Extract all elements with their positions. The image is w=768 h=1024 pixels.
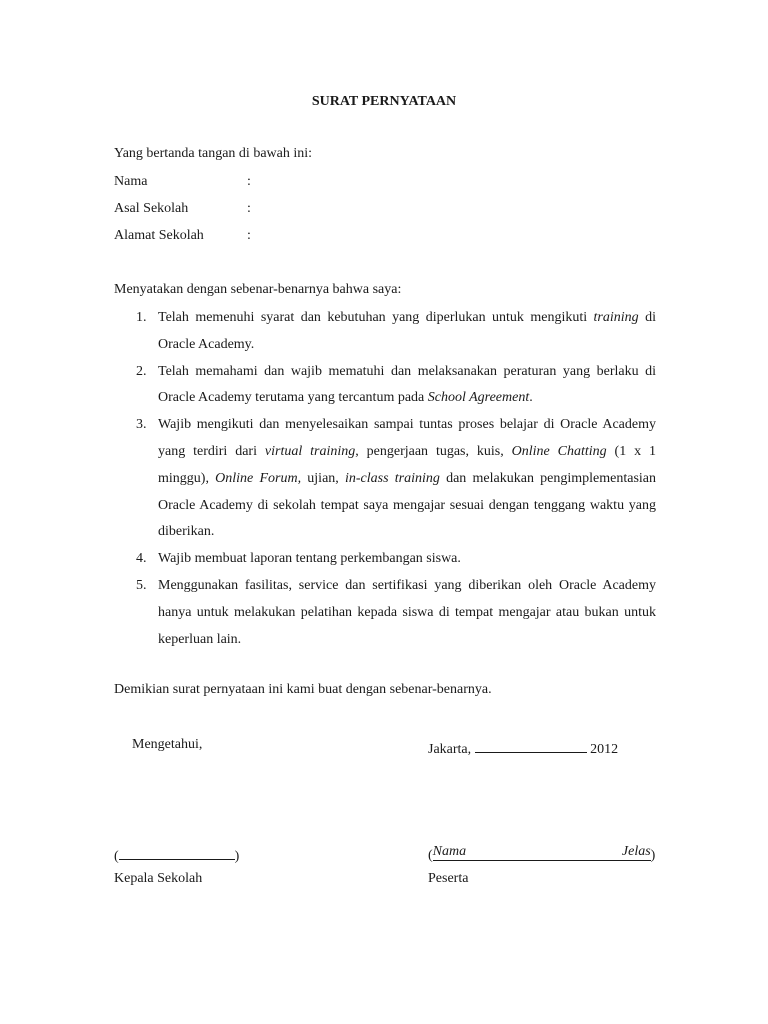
- right-role: Peserta: [428, 871, 469, 886]
- right-signature-line: [428, 844, 655, 864]
- statement-item-italic-text: training: [593, 310, 639, 325]
- field-colon-nama: :: [247, 174, 251, 189]
- statement-item: [116, 359, 656, 413]
- statement-item-text: di Oracle Academy.: [158, 310, 656, 352]
- date-blank: [475, 737, 587, 753]
- statement-item-italic-text: Online Chatting: [511, 443, 607, 459]
- statement-item: [116, 546, 656, 573]
- statement-item-italic-text: virtual training: [264, 443, 356, 459]
- mengetahui-heading: Mengetahui,: [132, 737, 203, 752]
- statement-list: [116, 305, 656, 653]
- year-text: 2012: [590, 742, 619, 757]
- statement-intro: Menyatakan dengan sebenar-benarnya bahwa saya:: [114, 282, 402, 297]
- statement-item-text: Wajib mengikuti dan menyelesaikan sampai tuntas proses belajar di Oracle Academy yang terdiri dari: [158, 417, 656, 459]
- statement-item-text: , pengerjaan tugas, kuis,: [355, 443, 512, 459]
- name-right-label: Jelas: [621, 844, 651, 859]
- field-label-nama: Nama: [114, 174, 148, 189]
- right-open-paren: (: [428, 848, 433, 863]
- left-role: Kepala Sekolah: [114, 871, 203, 886]
- statement-item-text: (1 x 1 minggu),: [158, 443, 657, 486]
- left-open-paren: (: [114, 849, 119, 864]
- name-left-label: Nama: [432, 844, 467, 859]
- left-signature-blank: [119, 844, 235, 860]
- statement-item-text: Telah memahami dan wajib mematuhi dan melaksanakan peraturan yang berlaku di Oracle Academy terutama yang tercantum pada: [158, 363, 656, 406]
- left-close-paren: ): [234, 849, 240, 864]
- statement-item-italic-text: Online Forum,: [215, 470, 302, 486]
- statement-item: [116, 573, 656, 653]
- statement-item-text: dan melakukan pengimplementasian Oracle Academy di sekolah tempat saya mengajar sesuai dengan tenggang waktu yang diberikan.: [158, 470, 657, 540]
- statement-item-number: 4.: [136, 551, 147, 567]
- left-signature-line: [114, 844, 239, 865]
- field-colon-asal-sekolah: :: [247, 201, 251, 216]
- statement-item-text: Telah memenuhi syarat dan kebutuhan yang diperlukan untuk mengikuti: [158, 310, 594, 325]
- place-text: Jakarta,: [428, 742, 472, 757]
- field-colon-alamat-sekolah: :: [247, 228, 251, 243]
- statement-item: [116, 305, 656, 359]
- right-close-paren: ): [650, 848, 656, 863]
- statement-item-text: .: [529, 390, 533, 406]
- field-label-asal-sekolah: Asal Sekolah: [114, 201, 189, 216]
- statement-item-number: 3.: [136, 417, 147, 433]
- date-line: [428, 737, 618, 758]
- intro-text: Yang bertanda tangan di bawah ini:: [114, 146, 313, 161]
- statement-item-number: 5.: [136, 577, 147, 593]
- statement-item-italic-text: in-class training: [345, 470, 440, 486]
- closing-text: Demikian surat pernyataan ini kami buat dengan sebenar-benarnya.: [114, 682, 492, 697]
- document-title: SURAT PERNYATAAN: [311, 94, 457, 109]
- statement-item-text: Menggunakan fasilitas, service dan sertifikasi yang diberikan oleh Oracle Academy hanya untuk melakukan pelatihan kepada siswa di tempat mengajar atau bukan untuk keperluan lain.: [158, 577, 656, 647]
- statement-item-text: Wajib membuat laporan tentang perkembangan siswa.: [158, 551, 461, 567]
- statement-item-number: 2.: [136, 363, 147, 379]
- statement-item-italic-text: School Agreement: [427, 390, 530, 406]
- name-blank: [433, 844, 651, 861]
- statement-item-text: ujian,: [301, 470, 345, 486]
- statement-item: [116, 412, 656, 546]
- field-label-alamat-sekolah: Alamat Sekolah: [114, 228, 204, 243]
- statement-item-number: 1.: [136, 310, 147, 325]
